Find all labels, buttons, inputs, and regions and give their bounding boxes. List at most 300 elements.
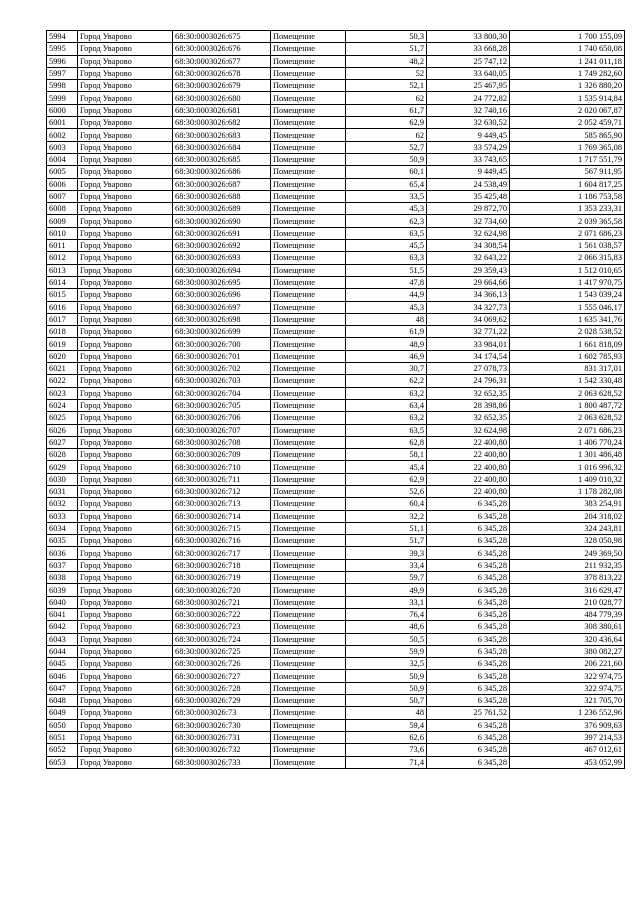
table-row <box>47 633 625 645</box>
cadastral-value-cell: 2 071 686,23 <box>510 424 625 436</box>
row-number-cell: 6033 <box>47 510 78 522</box>
table-row <box>47 572 625 584</box>
area-cell: 32,5 <box>346 658 427 670</box>
cadastral-number-cell: 68:30:0003026:715 <box>173 522 271 534</box>
municipality-cell: Город Уварово <box>78 670 173 682</box>
row-number-cell: 6038 <box>47 572 78 584</box>
object-type-cell: Помещение <box>271 621 346 633</box>
area-cell: 48,9 <box>346 338 427 350</box>
municipality-cell: Город Уварово <box>78 80 173 92</box>
cadastral-number-cell: 68:30:0003026:729 <box>173 695 271 707</box>
cadastral-value-cell: 2 028 538,52 <box>510 326 625 338</box>
table-row <box>47 92 625 104</box>
row-number-cell: 6036 <box>47 547 78 559</box>
cadastral-value-cell: 1 512 010,65 <box>510 264 625 276</box>
document-page <box>46 30 625 769</box>
row-number-cell: 6014 <box>47 276 78 288</box>
municipality-cell: Город Уварово <box>78 572 173 584</box>
object-type-cell: Помещение <box>271 252 346 264</box>
cadastral-number-cell: 68:30:0003026:681 <box>173 104 271 116</box>
specific-value-cell: 24 538,49 <box>427 178 510 190</box>
area-cell: 45,3 <box>346 301 427 313</box>
cadastral-value-cell: 2 071 686,23 <box>510 227 625 239</box>
cadastral-number-cell: 68:30:0003026:711 <box>173 473 271 485</box>
row-number-cell: 6047 <box>47 682 78 694</box>
specific-value-cell: 32 652,35 <box>427 412 510 424</box>
object-type-cell: Помещение <box>271 153 346 165</box>
cadastral-value-cell: 1 543 039,24 <box>510 289 625 301</box>
table-row <box>47 473 625 485</box>
area-cell: 48 <box>346 707 427 719</box>
municipality-cell: Город Уварово <box>78 190 173 202</box>
cadastral-value-cell: 2 052 459,71 <box>510 117 625 129</box>
cadastral-number-cell: 68:30:0003026:710 <box>173 461 271 473</box>
specific-value-cell: 24 772,82 <box>427 92 510 104</box>
cadastral-value-cell: 204 318,02 <box>510 510 625 522</box>
cadastral-value-cell: 484 779,39 <box>510 608 625 620</box>
area-cell: 33,5 <box>346 190 427 202</box>
row-number-cell: 6045 <box>47 658 78 670</box>
row-number-cell: 6031 <box>47 485 78 497</box>
specific-value-cell: 28 398,86 <box>427 399 510 411</box>
specific-value-cell: 6 345,28 <box>427 731 510 743</box>
area-cell: 50,3 <box>346 31 427 43</box>
specific-value-cell: 33 743,65 <box>427 153 510 165</box>
cadastral-number-cell: 68:30:0003026:683 <box>173 129 271 141</box>
area-cell: 47,8 <box>346 276 427 288</box>
row-number-cell: 6000 <box>47 104 78 116</box>
table-row <box>47 80 625 92</box>
row-number-cell: 6012 <box>47 252 78 264</box>
object-type-cell: Помещение <box>271 92 346 104</box>
object-type-cell: Помещение <box>271 744 346 756</box>
table-row <box>47 547 625 559</box>
cadastral-value-cell: 1 016 996,32 <box>510 461 625 473</box>
municipality-cell: Город Уварово <box>78 485 173 497</box>
specific-value-cell: 6 345,28 <box>427 608 510 620</box>
specific-value-cell: 34 174,54 <box>427 350 510 362</box>
row-number-cell: 6016 <box>47 301 78 313</box>
area-cell: 50,9 <box>346 682 427 694</box>
cadastral-value-cell: 316 629,47 <box>510 584 625 596</box>
table-row <box>47 485 625 497</box>
object-type-cell: Помещение <box>271 424 346 436</box>
table-row <box>47 387 625 399</box>
table-row <box>47 31 625 43</box>
object-type-cell: Помещение <box>271 707 346 719</box>
specific-value-cell: 6 345,28 <box>427 645 510 657</box>
area-cell: 48 <box>346 313 427 325</box>
cadastral-number-cell: 68:30:0003026:689 <box>173 203 271 215</box>
object-type-cell: Помещение <box>271 43 346 55</box>
cadastral-number-cell: 68:30:0003026:726 <box>173 658 271 670</box>
specific-value-cell: 32 624,98 <box>427 424 510 436</box>
cadastral-number-cell: 68:30:0003026:723 <box>173 621 271 633</box>
specific-value-cell: 22 400,80 <box>427 436 510 448</box>
row-number-cell: 6019 <box>47 338 78 350</box>
cadastral-value-cell: 585 865,90 <box>510 129 625 141</box>
municipality-cell: Город Уварово <box>78 559 173 571</box>
object-type-cell: Помещение <box>271 633 346 645</box>
area-cell: 62 <box>346 129 427 141</box>
area-cell: 62,9 <box>346 117 427 129</box>
cadastral-value-cell: 321 705,70 <box>510 695 625 707</box>
cadastral-value-cell: 1 301 486,48 <box>510 449 625 461</box>
row-number-cell: 6023 <box>47 387 78 399</box>
cadastral-value-cell: 1 186 753,58 <box>510 190 625 202</box>
cadastral-value-cell: 1 542 330,48 <box>510 375 625 387</box>
area-cell: 33,4 <box>346 559 427 571</box>
area-cell: 52 <box>346 67 427 79</box>
row-number-cell: 5995 <box>47 43 78 55</box>
area-cell: 60,1 <box>346 166 427 178</box>
cadastral-number-cell: 68:30:0003026:698 <box>173 313 271 325</box>
municipality-cell: Город Уварово <box>78 682 173 694</box>
row-number-cell: 6037 <box>47 559 78 571</box>
table-row <box>47 227 625 239</box>
table-row <box>47 313 625 325</box>
row-number-cell: 5998 <box>47 80 78 92</box>
specific-value-cell: 34 366,13 <box>427 289 510 301</box>
row-number-cell: 6026 <box>47 424 78 436</box>
area-cell: 63,3 <box>346 252 427 264</box>
cadastral-value-cell: 211 932,35 <box>510 559 625 571</box>
specific-value-cell: 35 425,48 <box>427 190 510 202</box>
table-body <box>47 31 625 769</box>
specific-value-cell: 24 796,31 <box>427 375 510 387</box>
cadastral-value-cell: 1 635 341,76 <box>510 313 625 325</box>
table-row <box>47 707 625 719</box>
municipality-cell: Город Уварово <box>78 203 173 215</box>
municipality-cell: Город Уварово <box>78 461 173 473</box>
cadastral-number-cell: 68:30:0003026:732 <box>173 744 271 756</box>
specific-value-cell: 6 345,28 <box>427 633 510 645</box>
row-number-cell: 6004 <box>47 153 78 165</box>
area-cell: 62,8 <box>346 436 427 448</box>
row-number-cell: 6013 <box>47 264 78 276</box>
object-type-cell: Помещение <box>271 485 346 497</box>
table-row <box>47 756 625 768</box>
specific-value-cell: 6 345,28 <box>427 621 510 633</box>
object-type-cell: Помещение <box>271 227 346 239</box>
row-number-cell: 6015 <box>47 289 78 301</box>
object-type-cell: Помещение <box>271 80 346 92</box>
row-number-cell: 6009 <box>47 215 78 227</box>
cadastral-number-cell: 68:30:0003026:696 <box>173 289 271 301</box>
table-row <box>47 55 625 67</box>
cadastral-number-cell: 68:30:0003026:725 <box>173 645 271 657</box>
specific-value-cell: 32 630,52 <box>427 117 510 129</box>
table-row <box>47 535 625 547</box>
table-row <box>47 190 625 202</box>
cadastral-number-cell: 68:30:0003026:699 <box>173 326 271 338</box>
specific-value-cell: 6 345,28 <box>427 719 510 731</box>
cadastral-number-cell: 68:30:0003026:697 <box>173 301 271 313</box>
cadastral-number-cell: 68:30:0003026:692 <box>173 240 271 252</box>
row-number-cell: 6052 <box>47 744 78 756</box>
specific-value-cell: 6 345,28 <box>427 744 510 756</box>
object-type-cell: Помещение <box>271 584 346 596</box>
specific-value-cell: 25 747,12 <box>427 55 510 67</box>
table-row <box>47 412 625 424</box>
municipality-cell: Город Уварово <box>78 510 173 522</box>
municipality-cell: Город Уварово <box>78 129 173 141</box>
cadastral-number-cell: 68:30:0003026:688 <box>173 190 271 202</box>
row-number-cell: 5996 <box>47 55 78 67</box>
cadastral-number-cell: 68:30:0003026:708 <box>173 436 271 448</box>
row-number-cell: 6002 <box>47 129 78 141</box>
cadastral-value-cell: 1 555 046,17 <box>510 301 625 313</box>
object-type-cell: Помещение <box>271 375 346 387</box>
cadastral-value-cell: 320 436,64 <box>510 633 625 645</box>
municipality-cell: Город Уварово <box>78 522 173 534</box>
municipality-cell: Город Уварово <box>78 55 173 67</box>
table-row <box>47 449 625 461</box>
table-row <box>47 363 625 375</box>
specific-value-cell: 29 359,43 <box>427 264 510 276</box>
row-number-cell: 6042 <box>47 621 78 633</box>
object-type-cell: Помещение <box>271 449 346 461</box>
specific-value-cell: 34 308,54 <box>427 240 510 252</box>
cadastral-value-cell: 2 066 315,83 <box>510 252 625 264</box>
cadastral-number-cell: 68:30:0003026:694 <box>173 264 271 276</box>
municipality-cell: Город Уварово <box>78 326 173 338</box>
specific-value-cell: 33 984,01 <box>427 338 510 350</box>
cadastral-value-cell: 1 604 817,25 <box>510 178 625 190</box>
cadastral-number-cell: 68:30:0003026:706 <box>173 412 271 424</box>
row-number-cell: 6048 <box>47 695 78 707</box>
cadastral-number-cell: 68:30:0003026:73 <box>173 707 271 719</box>
row-number-cell: 6035 <box>47 535 78 547</box>
municipality-cell: Город Уварово <box>78 141 173 153</box>
cadastral-number-cell: 68:30:0003026:675 <box>173 31 271 43</box>
area-cell: 48,2 <box>346 55 427 67</box>
specific-value-cell: 6 345,28 <box>427 535 510 547</box>
area-cell: 51,7 <box>346 43 427 55</box>
table-row <box>47 695 625 707</box>
area-cell: 45,5 <box>346 240 427 252</box>
cadastral-value-cell: 1 800 487,72 <box>510 399 625 411</box>
specific-value-cell: 6 345,28 <box>427 584 510 596</box>
object-type-cell: Помещение <box>271 203 346 215</box>
object-type-cell: Помещение <box>271 190 346 202</box>
municipality-cell: Город Уварово <box>78 227 173 239</box>
object-type-cell: Помещение <box>271 215 346 227</box>
area-cell: 50,9 <box>346 153 427 165</box>
cadastral-value-cell: 1 561 038,57 <box>510 240 625 252</box>
specific-value-cell: 32 643,22 <box>427 252 510 264</box>
municipality-cell: Город Уварово <box>78 31 173 43</box>
municipality-cell: Город Уварово <box>78 338 173 350</box>
specific-value-cell: 6 345,28 <box>427 522 510 534</box>
municipality-cell: Город Уварово <box>78 633 173 645</box>
table-row <box>47 399 625 411</box>
table-row <box>47 104 625 116</box>
table-row <box>47 215 625 227</box>
table-row <box>47 240 625 252</box>
row-number-cell: 6024 <box>47 399 78 411</box>
row-number-cell: 6011 <box>47 240 78 252</box>
municipality-cell: Город Уварово <box>78 436 173 448</box>
cadastral-value-cell: 1 700 155,09 <box>510 31 625 43</box>
table-row <box>47 744 625 756</box>
specific-value-cell: 32 652,35 <box>427 387 510 399</box>
area-cell: 61,9 <box>346 326 427 338</box>
area-cell: 46,9 <box>346 350 427 362</box>
cadastral-number-cell: 68:30:0003026:676 <box>173 43 271 55</box>
area-cell: 51,1 <box>346 522 427 534</box>
object-type-cell: Помещение <box>271 289 346 301</box>
object-type-cell: Помещение <box>271 338 346 350</box>
municipality-cell: Город Уварово <box>78 658 173 670</box>
object-type-cell: Помещение <box>271 473 346 485</box>
row-number-cell: 6050 <box>47 719 78 731</box>
table-row <box>47 584 625 596</box>
cadastral-value-cell: 2 020 067,87 <box>510 104 625 116</box>
cadastral-number-cell: 68:30:0003026:695 <box>173 276 271 288</box>
cadastral-number-cell: 68:30:0003026:713 <box>173 498 271 510</box>
row-number-cell: 6003 <box>47 141 78 153</box>
object-type-cell: Помещение <box>271 658 346 670</box>
table-row <box>47 141 625 153</box>
cadastral-number-cell: 68:30:0003026:700 <box>173 338 271 350</box>
row-number-cell: 6007 <box>47 190 78 202</box>
row-number-cell: 6051 <box>47 731 78 743</box>
table-row <box>47 424 625 436</box>
cadastral-value-cell: 467 012,61 <box>510 744 625 756</box>
cadastral-value-cell: 322 974,75 <box>510 682 625 694</box>
table-row <box>47 731 625 743</box>
object-type-cell: Помещение <box>271 608 346 620</box>
cadastral-number-cell: 68:30:0003026:678 <box>173 67 271 79</box>
object-type-cell: Помещение <box>271 547 346 559</box>
cadastral-value-cell: 1 417 970,75 <box>510 276 625 288</box>
cadastral-number-cell: 68:30:0003026:721 <box>173 596 271 608</box>
municipality-cell: Город Уварово <box>78 313 173 325</box>
row-number-cell: 6025 <box>47 412 78 424</box>
municipality-cell: Город Уварово <box>78 412 173 424</box>
table-row <box>47 338 625 350</box>
table-row <box>47 129 625 141</box>
object-type-cell: Помещение <box>271 350 346 362</box>
cadastral-value-cell: 322 974,75 <box>510 670 625 682</box>
area-cell: 62,3 <box>346 215 427 227</box>
table-row <box>47 67 625 79</box>
table-row <box>47 608 625 620</box>
municipality-cell: Город Уварово <box>78 756 173 768</box>
area-cell: 39,3 <box>346 547 427 559</box>
municipality-cell: Город Уварово <box>78 731 173 743</box>
municipality-cell: Город Уварово <box>78 424 173 436</box>
table-row <box>47 510 625 522</box>
municipality-cell: Город Уварово <box>78 215 173 227</box>
cadastral-value-cell: 1 717 551,79 <box>510 153 625 165</box>
area-cell: 50,7 <box>346 695 427 707</box>
area-cell: 62,2 <box>346 375 427 387</box>
area-cell: 62 <box>346 92 427 104</box>
area-cell: 50,5 <box>346 633 427 645</box>
row-number-cell: 6021 <box>47 363 78 375</box>
cadastral-number-cell: 68:30:0003026:712 <box>173 485 271 497</box>
object-type-cell: Помещение <box>271 695 346 707</box>
municipality-cell: Город Уварово <box>78 252 173 264</box>
municipality-cell: Город Уварово <box>78 621 173 633</box>
cadastral-value-cell: 1 236 552,96 <box>510 707 625 719</box>
municipality-cell: Город Уварово <box>78 473 173 485</box>
table-row <box>47 166 625 178</box>
specific-value-cell: 33 668,28 <box>427 43 510 55</box>
row-number-cell: 6046 <box>47 670 78 682</box>
cadastral-number-cell: 68:30:0003026:691 <box>173 227 271 239</box>
table-row <box>47 117 625 129</box>
area-cell: 50,9 <box>346 670 427 682</box>
municipality-cell: Город Уварово <box>78 498 173 510</box>
specific-value-cell: 22 400,80 <box>427 449 510 461</box>
table-row <box>47 461 625 473</box>
specific-value-cell: 6 345,28 <box>427 510 510 522</box>
area-cell: 30,7 <box>346 363 427 375</box>
cadastral-number-cell: 68:30:0003026:677 <box>173 55 271 67</box>
specific-value-cell: 32 624,98 <box>427 227 510 239</box>
cadastral-value-cell: 1 602 785,93 <box>510 350 625 362</box>
cadastral-value-cell: 2 063 628,52 <box>510 412 625 424</box>
specific-value-cell: 22 400,80 <box>427 473 510 485</box>
cadastral-number-cell: 68:30:0003026:717 <box>173 547 271 559</box>
specific-value-cell: 34 327,73 <box>427 301 510 313</box>
cadastral-number-cell: 68:30:0003026:728 <box>173 682 271 694</box>
specific-value-cell: 6 345,28 <box>427 756 510 768</box>
specific-value-cell: 33 640,05 <box>427 67 510 79</box>
cadastral-value-cell: 383 254,91 <box>510 498 625 510</box>
municipality-cell: Город Уварово <box>78 547 173 559</box>
area-cell: 60,4 <box>346 498 427 510</box>
table-row <box>47 153 625 165</box>
object-type-cell: Помещение <box>271 240 346 252</box>
specific-value-cell: 6 345,28 <box>427 658 510 670</box>
specific-value-cell: 6 345,28 <box>427 596 510 608</box>
area-cell: 63,2 <box>346 412 427 424</box>
table-row <box>47 375 625 387</box>
specific-value-cell: 6 345,28 <box>427 695 510 707</box>
cadastral-number-cell: 68:30:0003026:702 <box>173 363 271 375</box>
cadastral-number-cell: 68:30:0003026:720 <box>173 584 271 596</box>
row-number-cell: 6041 <box>47 608 78 620</box>
table-row <box>47 264 625 276</box>
row-number-cell: 6028 <box>47 449 78 461</box>
cadastral-value-cell: 1 406 770,24 <box>510 436 625 448</box>
specific-value-cell: 6 345,28 <box>427 498 510 510</box>
cadastral-number-cell: 68:30:0003026:684 <box>173 141 271 153</box>
object-type-cell: Помещение <box>271 326 346 338</box>
cadastral-value-table <box>46 30 625 769</box>
table-row <box>47 252 625 264</box>
area-cell: 59,7 <box>346 572 427 584</box>
specific-value-cell: 22 400,80 <box>427 485 510 497</box>
cadastral-value-cell: 1 178 282,08 <box>510 485 625 497</box>
cadastral-value-cell: 378 813,22 <box>510 572 625 584</box>
object-type-cell: Помещение <box>271 670 346 682</box>
object-type-cell: Помещение <box>271 301 346 313</box>
cadastral-value-cell: 1 769 365,08 <box>510 141 625 153</box>
municipality-cell: Город Уварово <box>78 104 173 116</box>
specific-value-cell: 32 740,16 <box>427 104 510 116</box>
cadastral-value-cell: 2 063 628,52 <box>510 387 625 399</box>
row-number-cell: 6018 <box>47 326 78 338</box>
table-row <box>47 301 625 313</box>
specific-value-cell: 29 664,66 <box>427 276 510 288</box>
cadastral-number-cell: 68:30:0003026:685 <box>173 153 271 165</box>
object-type-cell: Помещение <box>271 510 346 522</box>
